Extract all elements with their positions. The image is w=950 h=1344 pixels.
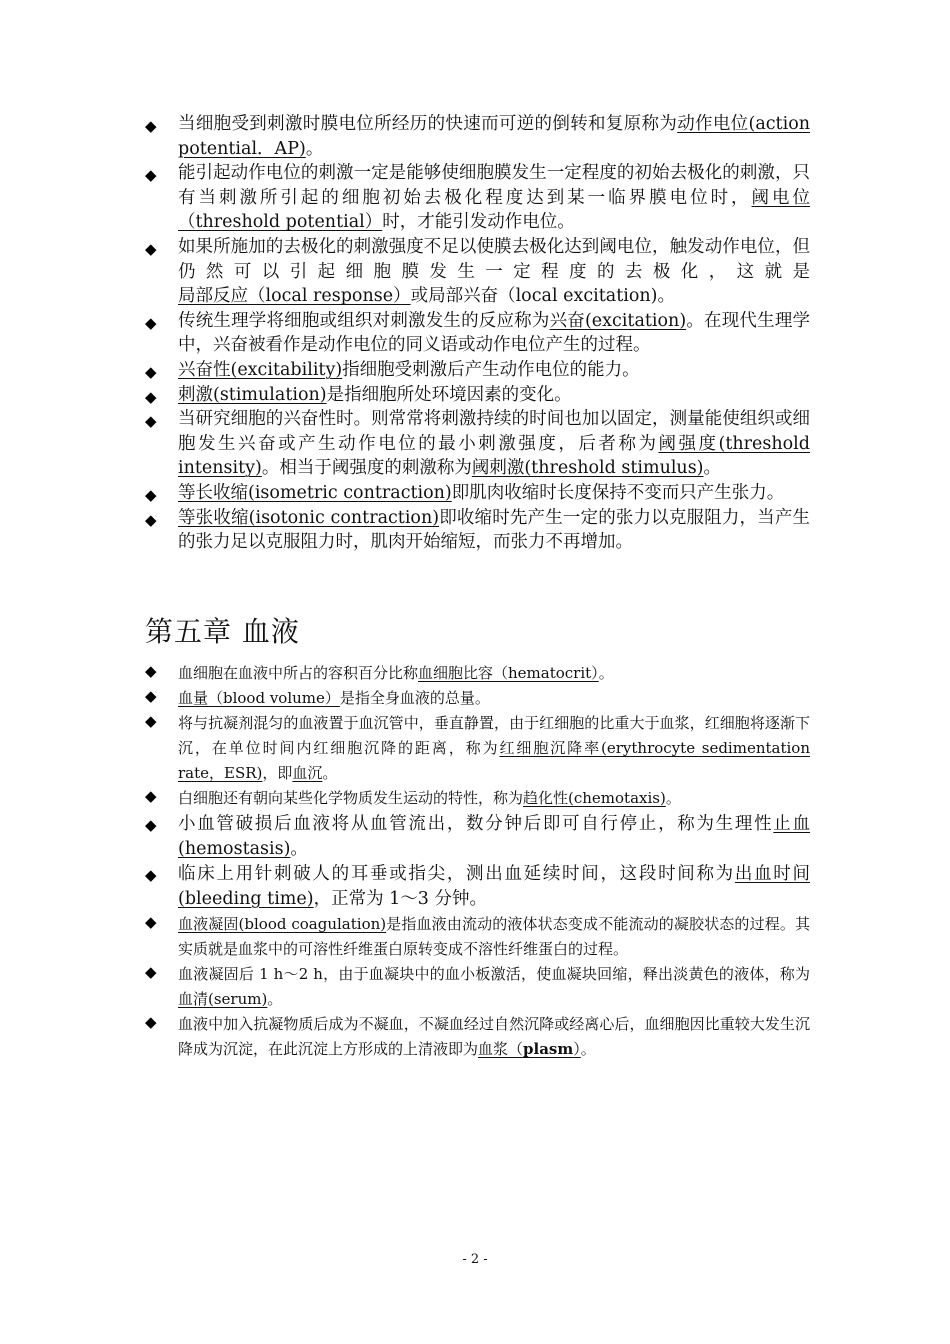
item-text: 。 xyxy=(290,838,308,859)
definition-item xyxy=(145,506,810,555)
definition-item xyxy=(145,235,810,309)
definition-item xyxy=(145,686,810,711)
definition-item xyxy=(145,812,810,861)
defined-term: 阈电位（threshold potential） xyxy=(178,187,810,233)
item-text: 当研究细胞的兴奋性时。则常常将刺激持续的时间也加以固定，测量能使组织或细胞发生兴奋或产生动作电位的最小刺激强度，后者称为 xyxy=(178,409,810,454)
defined-term: 局部反应（local response） xyxy=(178,286,411,307)
diamond-bullet-icon: ◆ xyxy=(145,687,157,705)
item-text: 是指全身血液的总量。 xyxy=(339,689,490,707)
defined-term: 等张收缩(isotonic contraction) xyxy=(178,507,440,528)
defined-term xyxy=(478,1040,581,1058)
defined-term: 刺激(stimulation) xyxy=(178,384,327,405)
page-number: - 2 - xyxy=(462,1252,488,1267)
diamond-bullet-icon: ◆ xyxy=(145,166,157,185)
item-text: 当细胞受到刺激时膜电位所经历的快速而可逆的倒转和复原称为 xyxy=(178,114,678,134)
item-text: 。 xyxy=(267,990,283,1009)
defined-term: 血量（blood volume） xyxy=(178,689,340,707)
defined-term: 血细胞比容（hematocrit） xyxy=(418,664,599,682)
defined-term-part: 血浆（ xyxy=(478,1040,524,1059)
item-text: 。在现代生理学中，兴奋被看作是动作电位的同义语或动作电位产生的过程。 xyxy=(178,310,811,356)
item-text: 。 xyxy=(580,1040,596,1059)
item-text: 指细胞受刺激后产生动作电位的能力。 xyxy=(342,359,640,380)
item-text: 传统生理学将细胞或组织对刺激发生的反应称为 xyxy=(178,310,550,331)
chapter-title: 第五章 血液 xyxy=(145,615,300,648)
item-text: 小血管破损后血液将从血管流出，数分钟后即可自行停止，称为生理性 xyxy=(178,814,774,834)
item-text: 即肌肉收缩时长度保持不变而只产生张力。 xyxy=(451,482,785,503)
definition-item xyxy=(145,661,810,686)
definition-list-blood xyxy=(145,661,810,1062)
item-text: 。 xyxy=(665,789,681,807)
definition-item xyxy=(145,786,810,811)
definition-item xyxy=(145,962,810,1012)
diamond-bullet-icon: ◆ xyxy=(145,117,157,135)
defined-term: 血沉 xyxy=(292,764,323,782)
item-text: 。相当于阈强度的刺激称为 xyxy=(261,458,472,479)
diamond-bullet-icon: ◆ xyxy=(145,239,157,258)
defined-term: 阈强度(threshold intensity) xyxy=(178,433,810,479)
defined-term: 动作电位(action potential．AP) xyxy=(178,114,810,159)
diamond-bullet-icon: ◆ xyxy=(145,866,157,885)
item-text: 。 xyxy=(322,764,338,782)
diamond-bullet-icon: ◆ xyxy=(145,387,157,406)
defined-term: 红细胞沉降率(erythrocyte sedimentation rate，ESR) xyxy=(178,739,810,782)
defined-term-part: ） xyxy=(573,1040,581,1059)
item-text: ，正常为 1～3 分钟。 xyxy=(313,888,487,909)
diamond-bullet-icon: ◆ xyxy=(145,485,157,504)
defined-term: 等长收缩(isometric contraction) xyxy=(178,482,452,503)
definition-item xyxy=(145,112,810,161)
item-text: 即收缩时先产生一定的张力以克服阻力，当产生的张力足以克服阻力时，肌肉开始缩短，而张力不再增加。 xyxy=(178,507,810,553)
diamond-bullet-icon: ◆ xyxy=(145,787,157,805)
diamond-bullet-icon: ◆ xyxy=(145,816,157,834)
defined-term: 血液凝固(blood coagulation) xyxy=(178,915,387,934)
definition-item xyxy=(145,358,810,383)
item-text: 血液凝固后 1 h～2 h，由于血凝块中的血小板激活，使血凝块回缩，释出淡黄色的液体，称为 xyxy=(178,965,810,984)
item-text: 临床上用针刺破人的耳垂或指尖，测出血延续时间，这段时间称为 xyxy=(178,864,735,885)
defined-term: 阈刺激(threshold stimulus) xyxy=(471,458,704,479)
diamond-bullet-icon: ◆ xyxy=(145,712,157,730)
defined-term-bold: plasm xyxy=(523,1040,574,1059)
definition-list-physiology xyxy=(145,112,810,555)
defined-term: 止血(hemostasis) xyxy=(178,814,810,859)
diamond-bullet-icon: ◆ xyxy=(145,362,157,381)
item-text: ，即 xyxy=(262,764,293,782)
item-text: 血液中加入抗凝物质后成为不凝血，不凝血经过自然沉降或经离心后，血细胞因比重较大发生沉降成为沉淀，在此沉淀上方形成的上清液即为 xyxy=(178,1015,810,1059)
defined-term: 趋化性(chemotaxis) xyxy=(523,789,666,807)
diamond-bullet-icon: ◆ xyxy=(145,963,157,982)
item-text: 血细胞在血液中所占的容积百分比称 xyxy=(178,664,419,682)
item-text: 能引起动作电位的刺激一定是能够使细胞膜发生一定程度的初始去极化的刺激，只有当刺激所引起的细胞初始去极化程度达到某一临界膜电位时， xyxy=(178,163,810,208)
diamond-bullet-icon: ◆ xyxy=(145,1013,157,1032)
defined-term: 兴奋(excitation) xyxy=(549,310,687,331)
item-text: 时，才能引发动作电位。 xyxy=(382,212,575,233)
definition-item xyxy=(145,481,810,506)
item-text: 。 xyxy=(305,138,324,159)
definition-item xyxy=(145,862,810,911)
item-text: 是指血液由流动的液体状态变成不能流动的凝胶状态的过程。其实质就是血浆中的可溶性纤维蛋白原转变成不溶性纤维蛋白的过程。 xyxy=(178,915,810,959)
defined-term: 血清(serum) xyxy=(178,990,268,1009)
diamond-bullet-icon: ◆ xyxy=(145,412,157,431)
definition-item xyxy=(145,912,810,962)
definition-item xyxy=(145,711,810,786)
defined-term: 出血时间(bleeding time) xyxy=(178,864,810,909)
diamond-bullet-icon: ◆ xyxy=(145,510,157,529)
definition-item xyxy=(145,407,810,481)
diamond-bullet-icon: ◆ xyxy=(145,913,157,932)
item-text: 或局部兴奋（local excitation)。 xyxy=(410,286,675,307)
item-text: 。 xyxy=(703,458,722,479)
definition-item xyxy=(145,1012,810,1062)
item-text: 如果所施加的去极化的刺激强度不足以使膜去极化达到阈电位，触发动作电位，但仍然可以引起细胞膜发生一定程度的去极化，这就是 xyxy=(178,236,810,282)
item-text: 。 xyxy=(598,664,614,682)
item-text: 将与抗凝剂混匀的血液置于血沉管中，垂直静置，由于红细胞的比重大于血浆，红细胞将逐渐下沉，在单位时间内红细胞沉降的距离，称为 xyxy=(178,714,810,757)
definition-item xyxy=(145,161,810,235)
definition-item xyxy=(145,383,810,408)
diamond-bullet-icon: ◆ xyxy=(145,662,157,680)
diamond-bullet-icon: ◆ xyxy=(145,313,157,332)
definition-item xyxy=(145,309,810,358)
item-text: 白细胞还有朝向某些化学物质发生运动的特性，称为 xyxy=(178,789,524,807)
defined-term: 兴奋性(excitability) xyxy=(178,359,343,380)
item-text: 是指细胞所处环境因素的变化。 xyxy=(326,384,572,405)
